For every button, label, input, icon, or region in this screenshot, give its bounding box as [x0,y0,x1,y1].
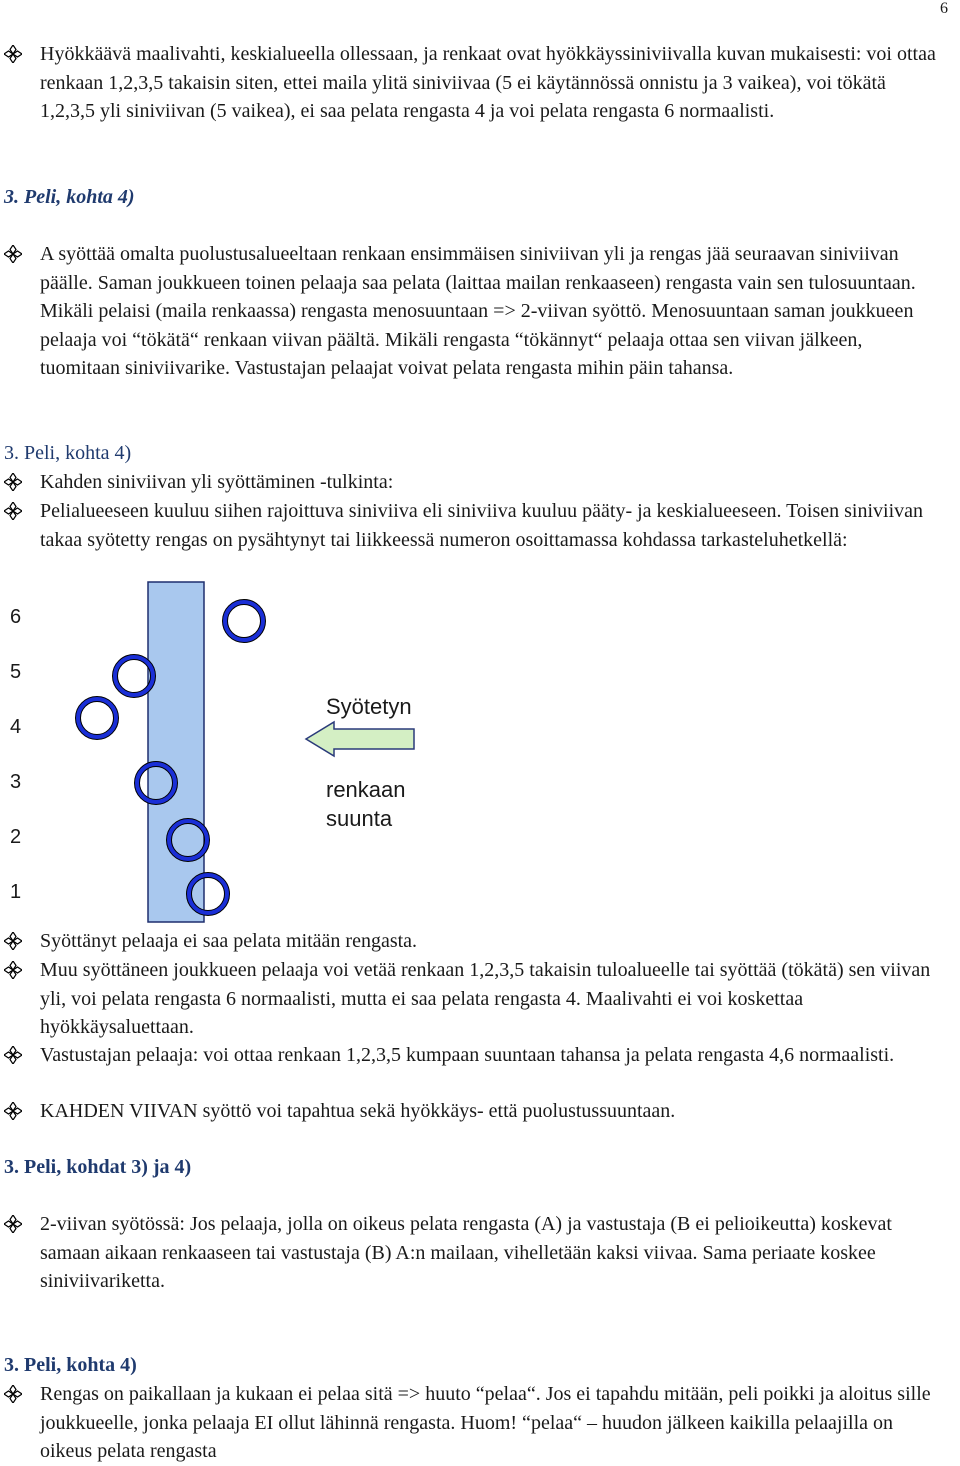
direction-arrow-icon [306,722,414,756]
section-heading: 3. Peli, kohta 4) [4,1354,137,1376]
paragraph-two-line-contact: 2-viivan syötössä: Jos pelaaja, jolla on oikeus pelata rengasta (A) ja vastustaja (B ei pelioikeutta) koskevat samaan aikaan renkaaseen tai vastustaja (B) A:n mailaan, vihelletään kaksi viivaa. Sama periaate koskee siniviivariketta. [40,1213,892,1292]
row-label-2: 2 [10,826,22,848]
paragraph-two-line-intro: Kahden siniviivan yli syöttäminen -tulkinta: [40,471,394,493]
blue-line-diagram [0,578,960,928]
bullet-icon [4,1215,22,1233]
bullet-icon [4,1046,22,1064]
blue-line-bar [148,582,204,922]
row-label-6: 6 [10,606,22,628]
bullet-icon [4,1385,22,1403]
row-label-5: 5 [10,661,22,683]
paragraph-two-line-rule: Pelialueeseen kuuluu siihen rajoittuva siniviiva eli siniviiva kuuluu pääty- ja keskialueeseen. Toisen siniviivan takaa syötetty rengas on pysähtynyt tai liikkeessä numeron osoittamassa kohdassa tarkasteluhetkellä: [40,500,924,551]
bullet-icon [4,245,22,263]
bullet-icon [4,961,22,979]
arrow-label-top: Syötetyn [326,694,412,719]
page-number: 6 [940,0,948,17]
section-heading: 3. Peli, kohta 4) [4,186,135,208]
paragraph-goalie-rule: Hyökkäävä maalivahti, keskialueella ollessaan, ja renkaat ovat hyökkäyssiniviivalla kuvan mukaisesti: voi ottaa renkaan 1,2,3,5 takaisin siten, ettei maila ylitä siniviivaa (5 ei käytännössä onnistu ja 3 vaikea), voi tökätä 1,2,3,5 yli siniviivan (5 vaikea), ei saa pelata rengasta 4 ja voi pelata rengasta 6 normaalisti. [40,43,936,122]
bullet-icon [4,502,22,520]
section-heading: 3. Peli, kohta 4) [4,442,132,464]
bullet-icon [4,45,22,63]
arrow-label-bottom-2: suunta [326,806,393,831]
row-label-4: 4 [10,716,22,738]
section-heading: 3. Peli, kohdat 3) ja 4) [4,1156,192,1178]
arrow-label-bottom-1: renkaan [326,777,406,802]
bullet-icon [4,473,22,491]
paragraph-passer-rule: Syöttänyt pelaaja ei saa pelata mitään rengasta. [40,930,418,952]
row-label-3: 3 [10,771,22,793]
paragraph-play-call: Rengas on paikallaan ja kukaan ei pelaa sitä => huuto “pelaa“. Jos ei tapahdu mitään, peli poikki ja aloitus sille joukkueelle, jonka pelaaja EI ollut lähinnä rengasta. Huom! “pelaa“ – huudon jälkeen kaikilla pelaajilla on oikeus pelata rengasta [40,1383,931,1462]
paragraph-opponent-rule: Vastustajan pelaaja: voi ottaa renkaan 1,2,3,5 kumpaan suuntaan tahansa ja pelata rengasta 4,6 normaalisti. [40,1044,895,1066]
row-label-1: 1 [10,881,22,903]
bullet-icon [4,932,22,950]
paragraph-two-line-direction: KAHDEN VIIVAN syöttö voi tapahtua sekä hyökkäys- että puolustussuuntaan. [40,1100,676,1122]
bullet-icon [4,1102,22,1120]
paragraph-teammate-rule: Muu syöttäneen joukkueen pelaaja voi vetää renkaan 1,2,3,5 takaisin tuloalueelle tai syöttää (tökätä) sen viivan yli, voi pelata rengasta 6 normaalisti, mutta ei saa pelata rengasta 4. Maalivahti ei voi koskettaa hyökkäysaluettaan. [40,959,931,1038]
ring-6 [225,602,263,640]
ring-4 [78,699,116,737]
paragraph-pass-rule: A syöttää omalta puolustusalueeltaan renkaan ensimmäisen siniviivan yli ja rengas jää seuraavan siniviivan päälle. Saman joukkueen toinen pelaaja saa pelata (laittaa mailan renkaaseen) rengasta vain sen tulosuuntaan. Mikäli pelaisi (maila renkaassa) rengasta menosuuntaan => 2-viivan syöttö. Menosuuntaan saman joukkueen pelaaja voi “tökätä“ renkaan viivan päältä. Mikäli rengasta “tökännyt“ pelaaja ottaa sen viivan jälkeen, tuomitaan siniviivarike. Vastustajan pelaajat voivat pelata rengasta mihin päin tahansa. [40,243,916,379]
